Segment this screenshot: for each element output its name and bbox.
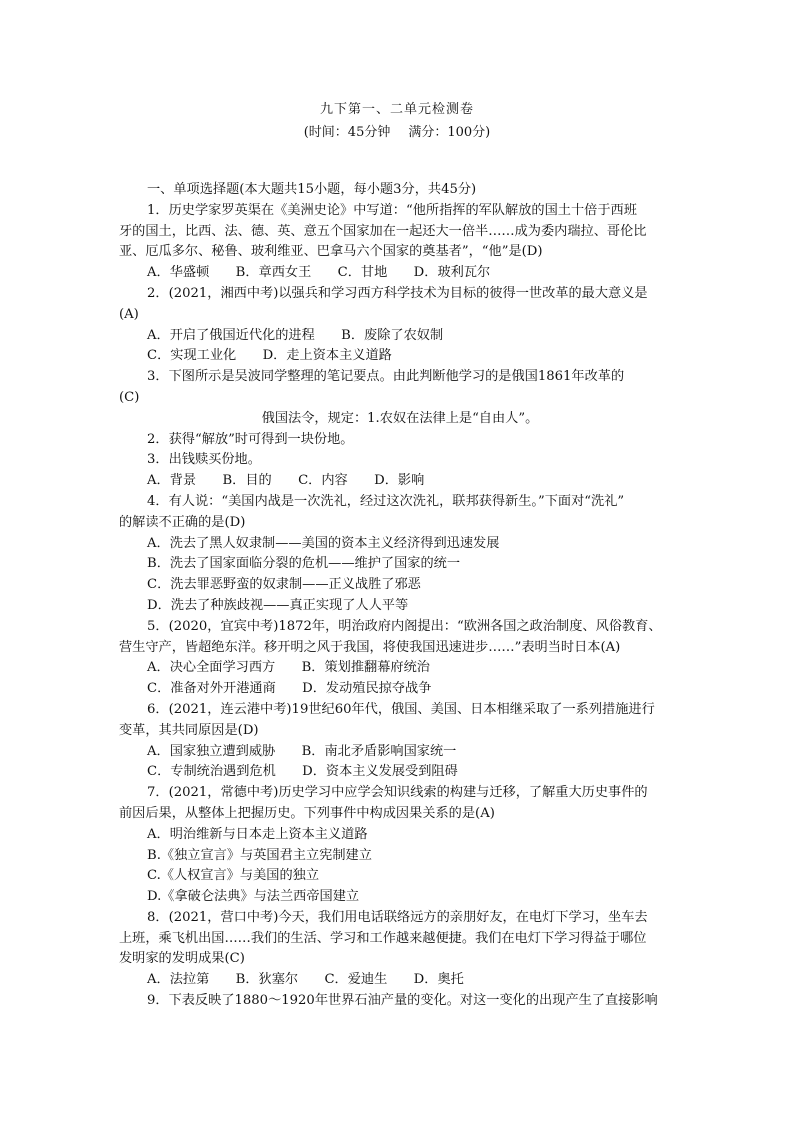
text-line: A．背景 B．目的 C．内容 D．影响 — [147, 473, 425, 489]
text-line: C．实现工业化 D．走上资本主义道路 — [147, 348, 392, 364]
text-line: 6．(2021，连云港中考)19世纪60年代，俄国、美国、日本相继采取了一系列措施进行 — [147, 701, 655, 717]
text-line: 变革，其共同原因是(D) — [119, 722, 259, 738]
text-line: 一、单项选择题(本大题共15小题，每小题3分，共45分) — [147, 182, 477, 197]
text-line: D.《拿破仑法典》与法兰西帝国建立 — [147, 889, 360, 905]
text-line: 上班，乘飞机出国……我们的生活、学习和工作越来越便捷。我们在电灯下学习得益于哪位 — [119, 930, 647, 946]
text-line: A．开启了俄国近代化的进程 B．废除了农奴制 — [147, 327, 444, 343]
text-line: 8．(2021，营口中考)今天，我们用电话联络远方的亲朋好友，在电灯下学习，坐车去 — [147, 909, 648, 925]
exam-subtitle — [0, 121, 794, 140]
exam-time: (时间：45分钟 — [303, 125, 391, 140]
text-line: A．洗去了黑人奴隶制——美国的资本主义经济得到迅速发展 — [147, 535, 500, 551]
text-line: D．洗去了种族歧视——真正实现了人人平等 — [147, 597, 409, 613]
text-line: 牙的国土，比西、法、德、英、意五个国家加在一起还大一倍半……成为委内瑞拉、哥伦比 — [119, 223, 647, 239]
text-line: A．法拉第 B．狄塞尔 C．爱迪生 D．奥托 — [147, 972, 464, 988]
text-line: 的解读不正确的是(D) — [119, 514, 246, 530]
text-line: C.《人权宣言》与美国的独立 — [147, 868, 320, 884]
text-line: A．决心全面学习西方 B．策划推翻幕府统治 — [147, 660, 430, 676]
text-line: 5．(2020，宜宾中考)1872年，明治政府内阁提出：“欧洲各国之政治制度、风俗教育、 — [147, 618, 662, 634]
text-line: 2．(2021，湘西中考)以强兵和学习西方科学技术为目标的彼得一世改革的最大意义是 — [147, 285, 648, 301]
exam-score: 满分：100分) — [408, 125, 491, 140]
text-line: A．国家独立遭到威胁 B．南北矛盾影响国家统一 — [147, 743, 457, 759]
text-line: 发明家的发明成果(C) — [119, 951, 245, 967]
text-line: C．专制统治遇到危机 D．资本主义发展受到阻碍 — [147, 764, 458, 780]
text-line: 9．下表反映了1880～1920年世界石油产量的变化。对这一变化的出现产生了直接影响 — [147, 993, 658, 1009]
text-line: B.《独立宣言》与英国君主立宪制建立 — [147, 847, 372, 863]
text-line: 2．获得“解放”时可得到一块份地。 — [147, 431, 354, 447]
question-content — [119, 180, 681, 1012]
text-line: 3．下图所示是吴波同学整理的笔记要点。由此判断他学习的是俄国1861年改革的 — [147, 369, 625, 385]
text-line: B．洗去了国家面临分裂的危机——维护了国家的统一 — [147, 556, 461, 572]
text-line: 亚、厄瓜多尔、秘鲁、玻利维亚、巴拿马六个国家的奠基者”，“他”是(D) — [119, 244, 543, 260]
text-line: 7．(2021，常德中考)历史学习中应学会知识线索的构建与迁移，了解重大历史事件的 — [147, 785, 648, 801]
text-line: 1．历史学家罗英渠在《美洲史论》中写道：“他所指挥的军队解放的国土十倍于西班 — [147, 202, 637, 218]
text-line: 3．出钱赎买份地。 — [147, 452, 261, 468]
text-line: 营生守产，皆超绝东洋。移开明之风于我国，将使我国迅速进步……”表明当时日本(A) — [119, 639, 621, 655]
text-line: C．准备对外开港通商 D．发动殖民掠夺战争 — [147, 681, 432, 697]
text-line: 俄国法令，规定：1.农奴在法律上是“自由人”。 — [261, 410, 539, 426]
text-line: 4．有人说：“美国内战是一次洗礼，经过这次洗礼，联邦获得新生。”下面对“洗礼” — [147, 493, 625, 509]
text-line: 前因后果，从整体上把握历史。下列事件中构成因果关系的是(A) — [119, 805, 495, 821]
text-line: (C) — [119, 389, 140, 405]
text-line: A．华盛顿 B．章西女王 C．甘地 D．玻利瓦尔 — [147, 265, 491, 281]
exam-title: 九下第一、二单元检测卷 — [319, 102, 474, 117]
text-line: A．明治维新与日本走上资本主义道路 — [147, 826, 368, 842]
text-line: (A) — [119, 306, 139, 322]
text-line: C．洗去罪恶野蛮的奴隶制——正义战胜了邪恶 — [147, 577, 421, 593]
